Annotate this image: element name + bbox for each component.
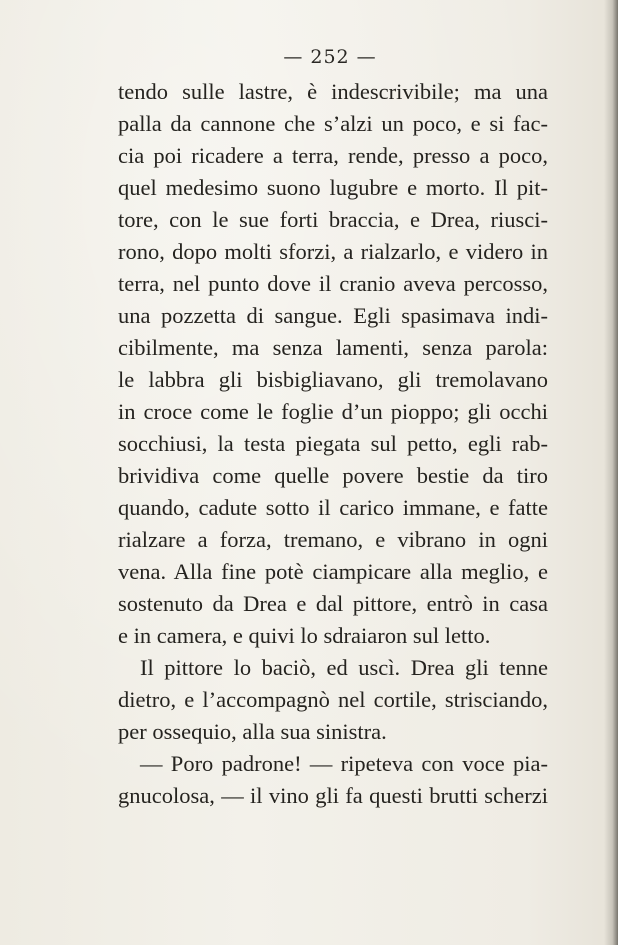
text-line: gnucolosa, — il vino gli fa questi brutti scherzi	[118, 783, 548, 808]
text-line: vena. Alla fine potè ciampicare alla meglio, e	[118, 559, 548, 584]
text-line: in croce come le foglie d’un pioppo; gli occhi	[118, 399, 548, 424]
text-line: tendo sulle lastre, è indescrivibile; ma una	[118, 79, 548, 104]
text-line: brividiva come quelle povere bestie da tiro	[118, 463, 548, 488]
text-line: quel medesimo suono lugubre e morto. Il pit-	[118, 175, 548, 200]
text-line: rialzare a forza, tremano, e vibrano in ogni	[118, 527, 548, 552]
text-line: una pozzetta di sangue. Egli spasimava indi-	[118, 303, 548, 328]
text-line: e in camera, e quivi lo sdraiaron sul letto.	[118, 623, 491, 648]
page-edge-shadow	[604, 0, 618, 945]
text-line: rono, dopo molti sforzi, a rialzarlo, e videro in	[118, 239, 548, 264]
text-line: quando, cadute sotto il carico immane, e fatte	[118, 495, 548, 520]
text-line: tore, con le sue forti braccia, e Drea, riusci-	[118, 207, 548, 232]
body-text	[118, 76, 548, 812]
page-number: — 252 —	[283, 46, 377, 68]
text-line: socchiusi, la testa piegata sul petto, egli rab-	[118, 431, 548, 456]
text-line: Il pittore lo baciò, ed uscì. Drea gli tenne	[140, 655, 548, 680]
text-line: cibilmente, ma senza lamenti, senza parola:	[118, 335, 548, 360]
text-line: le labbra gli bisbigliavano, gli tremolavano	[118, 367, 548, 392]
text-line: — Poro padrone! — ripeteva con voce pia-	[140, 751, 548, 776]
text-line: cia poi ricadere a terra, rende, presso a poco,	[118, 143, 548, 168]
text-line: per ossequio, alla sua sinistra.	[118, 719, 387, 744]
text-line: terra, nel punto dove il cranio aveva percosso,	[118, 271, 548, 296]
text-line: sostenuto da Drea e dal pittore, entrò in casa	[118, 591, 548, 616]
text-line: dietro, e l’accompagnò nel cortile, strisciando,	[118, 687, 548, 712]
text-line: palla da cannone che s’alzi un poco, e si fac-	[118, 111, 548, 136]
